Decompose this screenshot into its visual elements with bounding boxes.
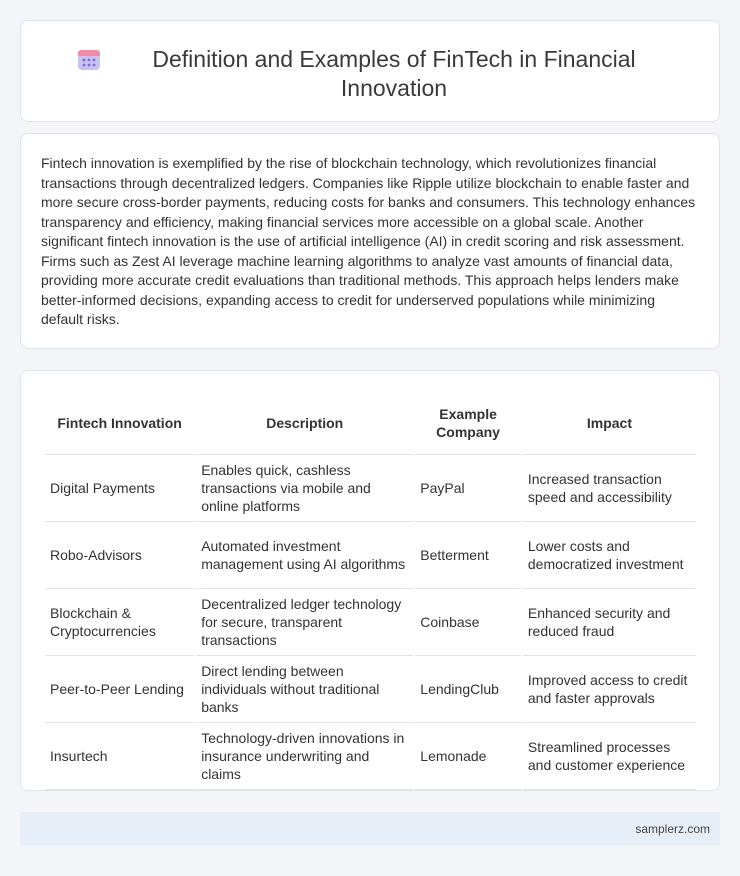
cell-innovation: Peer-to-Peer Lending [45,656,194,723]
cell-impact: Streamlined processes and customer experience [523,723,696,790]
title-row [21,21,719,103]
table-header-row [45,391,696,455]
summary-card [20,133,720,349]
table-row [45,723,696,790]
cell-company: Betterment [415,522,521,589]
header-fintech-innovation: Fintech Innovation [45,391,194,455]
cell-impact: Increased transaction speed and accessibility [523,455,696,522]
page-title: Definition and Examples of FinTech in Financial Innovation [152,46,636,101]
cell-innovation: Robo-Advisors [45,522,194,589]
table-card [20,370,720,791]
cell-impact: Lower costs and democratized investment [523,522,696,589]
footer-bar [20,812,720,845]
table-row [45,455,696,522]
cell-description: Direct lending between individuals without traditional banks [196,656,413,723]
table-row [45,522,696,589]
cell-description: Technology-driven innovations in insurance underwriting and claims [196,723,413,790]
summary-paragraph: Fintech innovation is exemplified by the rise of blockchain technology, which revolutionizes financial transactions through decentralized ledgers. Companies like Ripple utilize blockchain to enable faster and more secure cross-border payments, reducing costs for banks and consumers. This technology enhances transparency and efficiency, making financial services more accessible on a global scale. Another significant fintech innovation is the use of artificial intelligence (AI) in credit scoring and risk assessment. Firms such as Zest AI leverage machine learning algorithms to analyze vast amounts of financial data, providing more accurate credit evaluations than traditional methods. This approach helps lenders make better-informed decisions, expanding access to credit for underserved populations while minimizing default risks. [41,155,696,327]
cell-company: Coinbase [415,589,521,656]
table-row [45,656,696,723]
cell-company: PayPal [415,455,521,522]
cell-description: Decentralized ledger technology for secure, transparent transactions [196,589,413,656]
header-description: Description [196,391,413,455]
fintech-table [43,391,698,790]
cell-impact: Enhanced security and reduced fraud [523,589,696,656]
cell-impact: Improved access to credit and faster approvals [523,656,696,723]
footer-source[interactable]: samplerz.com [635,821,710,836]
cell-innovation: Blockchain & Cryptocurrencies [45,589,194,656]
calendar-icon [76,46,102,72]
cell-description: Enables quick, cashless transactions via mobile and online platforms [196,455,413,522]
header-example-company: Example Company [415,391,521,455]
cell-innovation: Insurtech [45,723,194,790]
title-card [20,20,720,122]
table-row [45,589,696,656]
cell-company: LendingClub [415,656,521,723]
cell-company: Lemonade [415,723,521,790]
header-impact: Impact [523,391,696,455]
cell-description: Automated investment management using AI algorithms [196,522,413,589]
cell-innovation: Digital Payments [45,455,194,522]
